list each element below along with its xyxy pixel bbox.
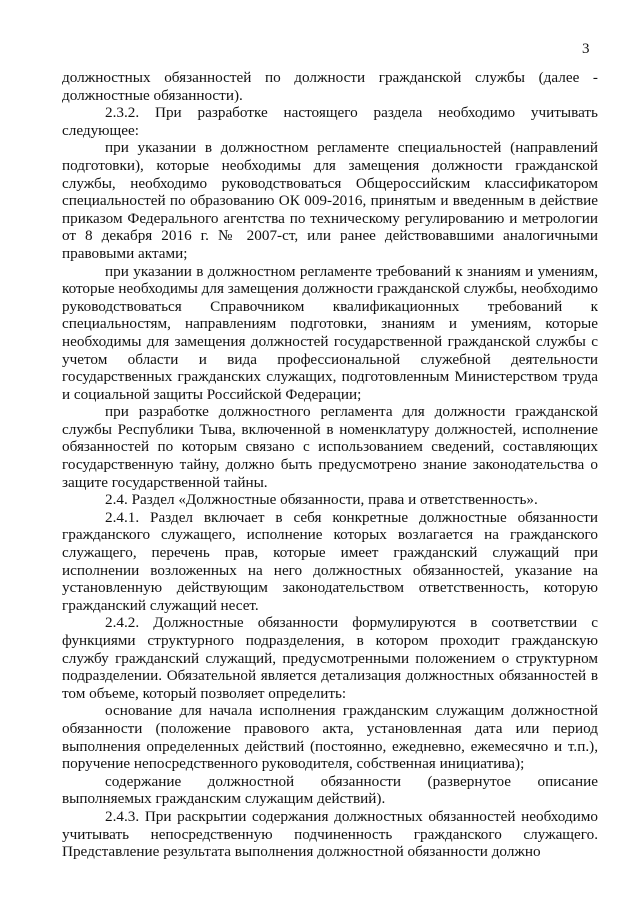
- paragraph: 2.4.2. Должностные обязанности формулируются в соответствии с функциями структурного подразделения, в котором проходит гражданскую службу гражданский служащий, предусмотренными положением о структурном подразделении. Обязательной является детализация должностных обязанностей в том объеме, который позволяет определить:: [62, 614, 598, 702]
- page-number: 3: [582, 41, 590, 57]
- document-body: [62, 69, 598, 861]
- paragraph: при указании в должностном регламенте специальностей (направлений подготовки), которые необходимы для замещения должности гражданской службы, необходимо руководствоваться Общероссийским классификатором специальностей по образованию ОК 009-2016, принятым и введенным в действие приказом Федерального агентства по техническому регулированию и метрологии от 8 декабря 2016 г. № 2007-ст, или ранее действовавшими аналогичными правовыми актами;: [62, 139, 598, 262]
- paragraph: должностных обязанностей по должности гражданской службы (далее - должностные обязанности).: [62, 69, 598, 104]
- paragraph: содержание должностной обязанности (развернутое описание выполняемых гражданским служащим действий).: [62, 772, 598, 808]
- paragraph: при разработке должностного регламента для должности гражданской службы Республики Тыва, включенной в номенклатуру должностей, исполнение обязанностей по которым связано с использованием сведений, составляющих государственную тайну, должно быть предусмотрено знание законодательства о защите государственной тайны.: [62, 403, 598, 491]
- paragraph: 2.4.3. При раскрытии содержания должностных обязанностей необходимо учитывать непосредственную подчиненность гражданского служащего. Представление результата выполнения должностной обязанности должно: [62, 807, 598, 861]
- paragraph: при указании в должностном регламенте требований к знаниям и умениям, которые необходимы для замещения должности гражданской службы, необходимо руководствоваться Справочником квалификационных требований к специальностям, направлениям подготовки, знаниям и умениям, которые необходимы для замещения должностей государственной гражданской службы с учетом области и вида профессиональной служебной деятельности государственных гражданских служащих, подготовленным Министерством труда и социальной защиты Российской Федерации;: [62, 262, 598, 403]
- paragraph: 2.4. Раздел «Должностные обязанности, права и ответственность».: [105, 491, 538, 509]
- paragraph: 2.4.1. Раздел включает в себя конкретные должностные обязанности гражданского служащего, исполнение которых возлагается на гражданского служащего, перечень прав, которые имеет гражданский служащий при исполнении возложенных на него должностных обязанностей, указание на установленную действующим законодательством ответственность, которую гражданский служащий несет.: [62, 508, 598, 614]
- paragraph: 2.3.2. При разработке настоящего раздела необходимо учитывать следующее:: [62, 104, 598, 139]
- paragraph: основание для начала исполнения гражданским служащим должностной обязанности (положение правового акта, установленная дата или период выполнения определенных действий (постоянно, ежедневно, ежемесячно и т.п.), поручение непосредственного руководителя, собственная инициатива);: [62, 702, 598, 773]
